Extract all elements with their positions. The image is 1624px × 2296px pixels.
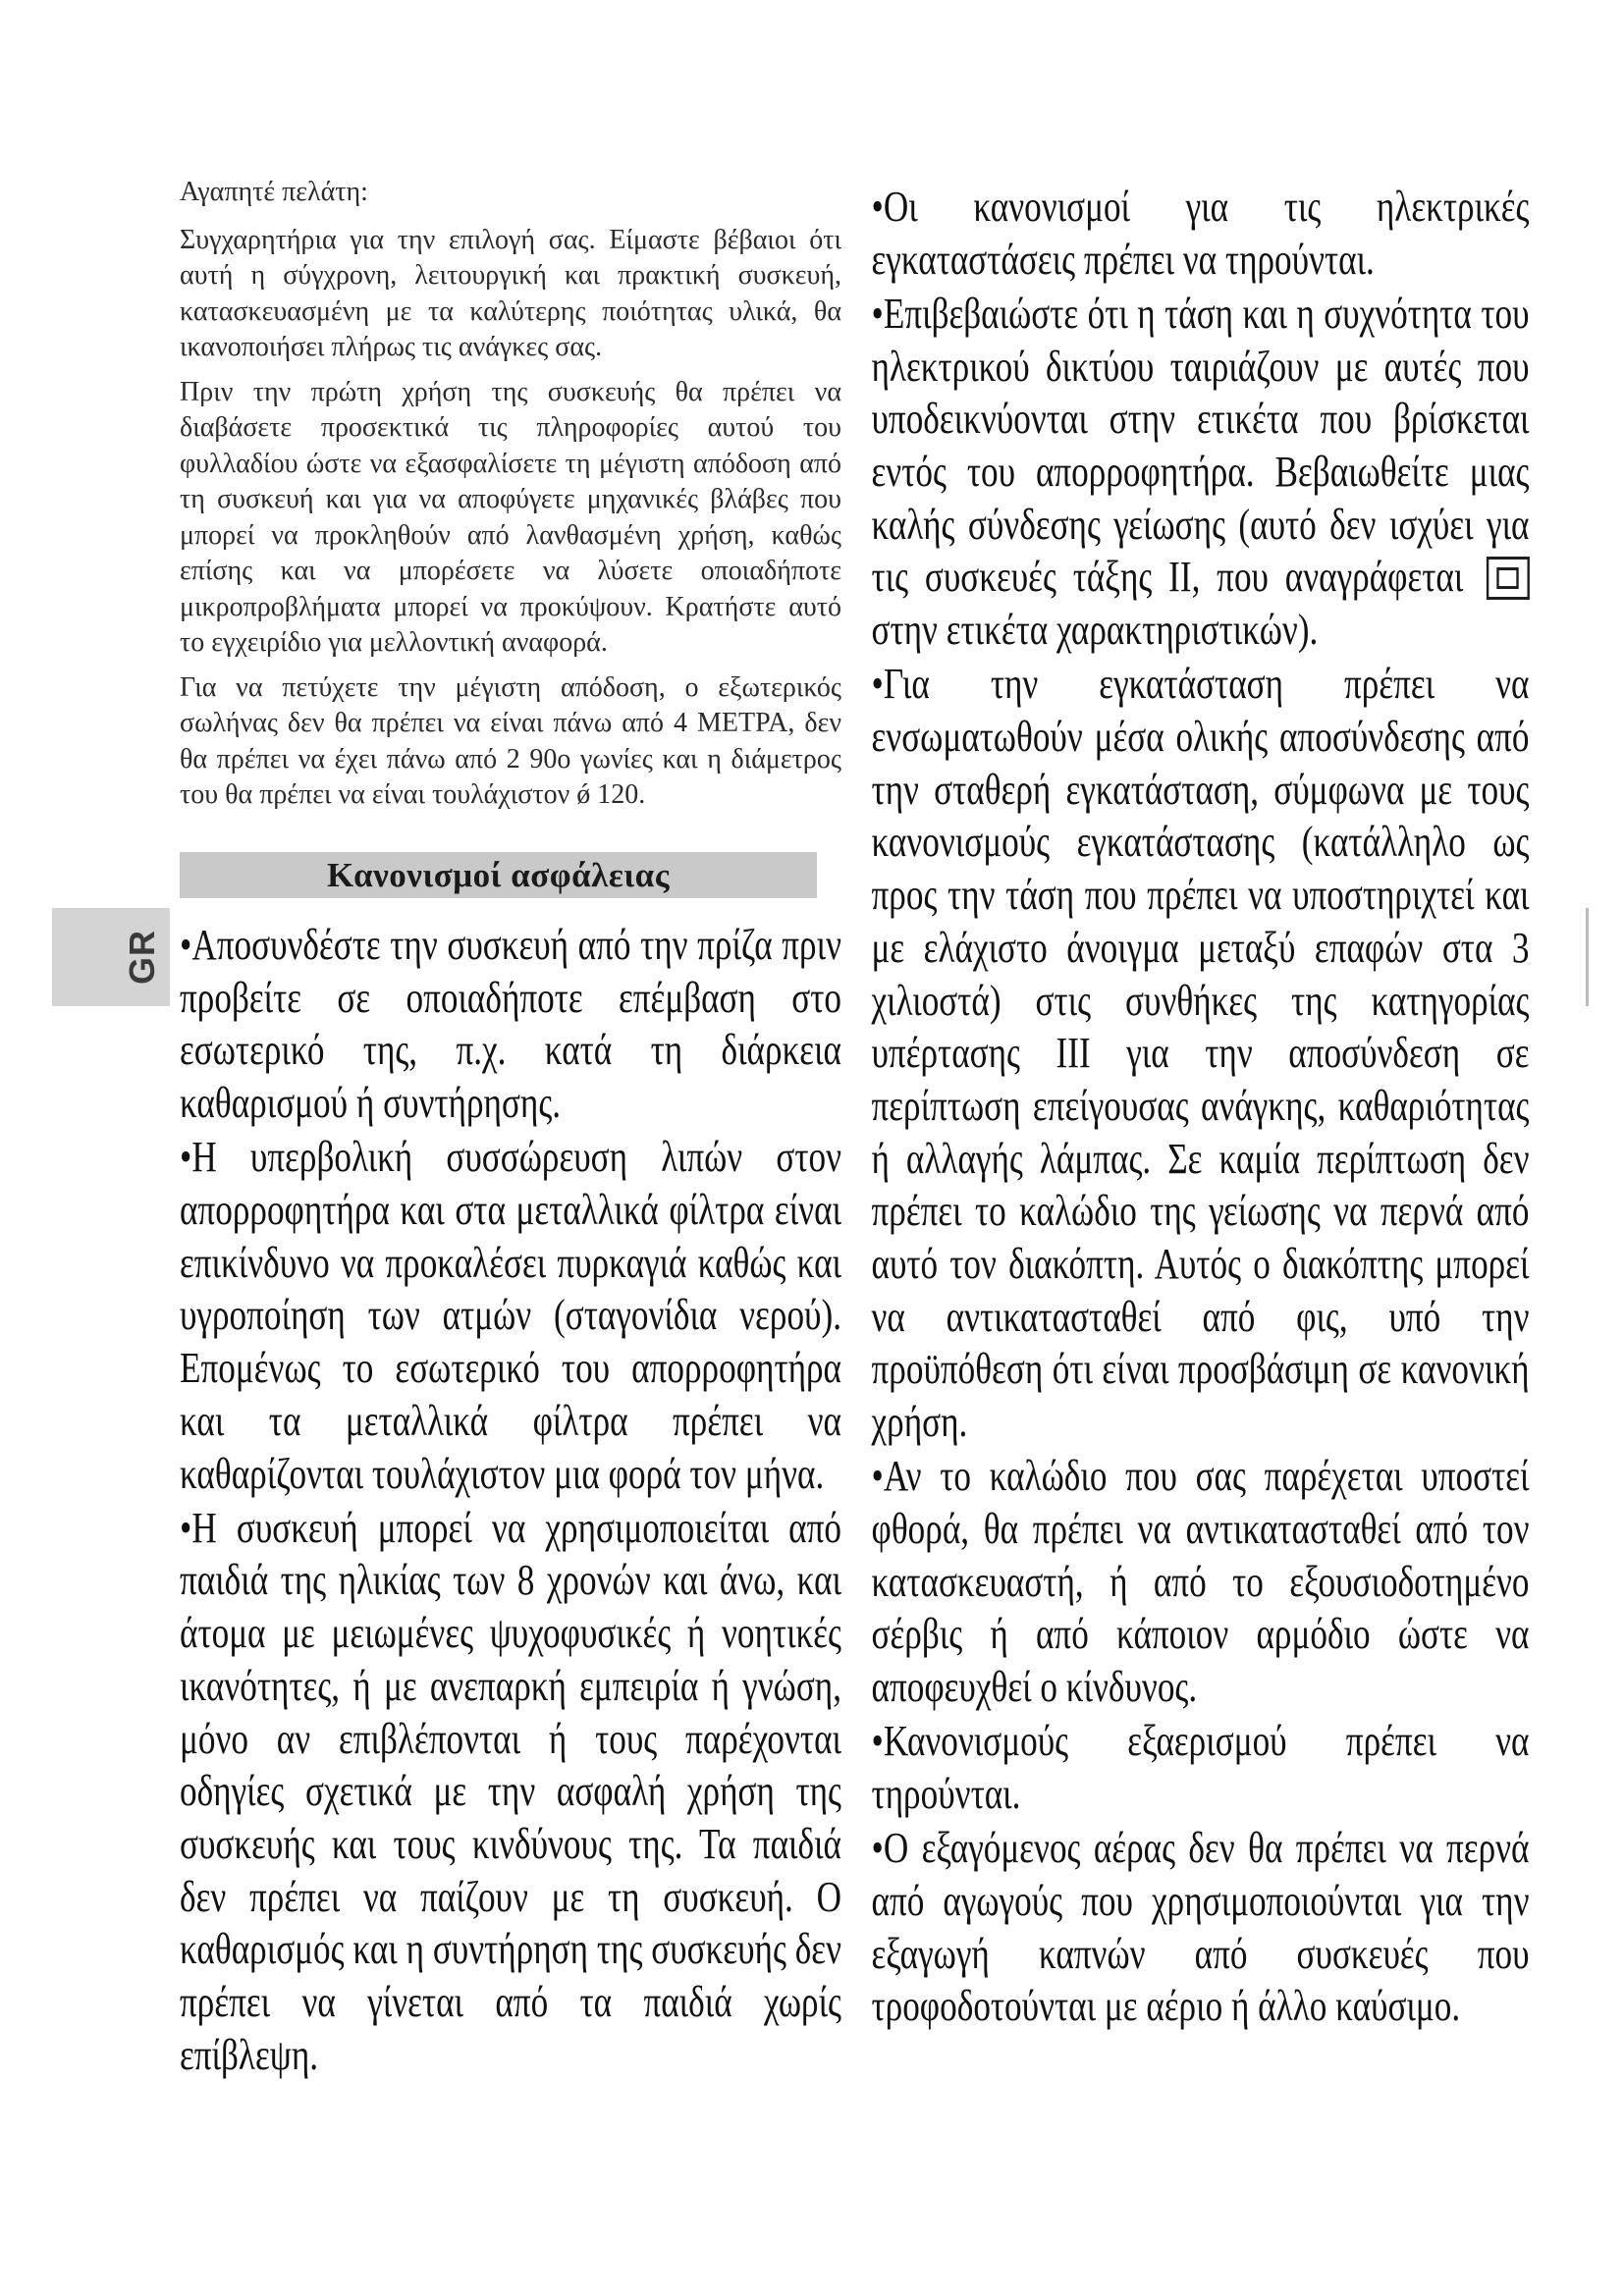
- safety-item-ventilation-regulations: •Κανονισμούς εξαερισμού πρέπει να τηρούνται.: [871, 1717, 1529, 1819]
- class-ii-icon-inner-square: [1496, 567, 1518, 589]
- class-ii-icon: [1486, 557, 1529, 600]
- safety-item-children-supervision: •Η συσκευή μπορεί να χρησιμοποιείται από παιδιά της ηλικίας των 8 χρονών και άνω, και άτομα με μειωμένες ψυχοφυσικές ή νοητικές ικανότητες, ή με ανεπαρκή εμπειρία ή γνώση, μόνο αν επιβλέπονται ή τους παρέχονται οδηγίες σχετικά με την ασφαλή χρήση της συσκευής και τους κινδύνους της. Τα παιδιά δεν πρέπει να παίζουν με τη συσκευή. Ο καθαρισμός και η συντήρηση της συσκευής δεν πρέπει να γίνεται από τα παιδιά χωρίς επίβλεψη.: [180, 1503, 841, 2079]
- safety-item-disconnection-switch: •Για την εγκατάσταση πρέπει να ενσωματωθούν μέσα ολικής αποσύνδεσης από την σταθερή εγκατάσταση, σύμφωνα με τους κανονισμούς εγκατάστασης (κατάλληλο ως προς την τάση που πρέπει να υποστηριχτεί και με ελάχιστο άνοιγμα μεταξύ επαφών στα 3 χιλιοστά) στις συνθήκες της κατηγορίας υπέρτασης III για την αποσύνδεση σε περίπτωση επείγουσας ανάγκης, καθαριότητας ή αλλαγής λάμπας. Σε καμία περίπτωση δεν πρέπει το καλώδιο της γείωσης να περνά από αυτό τον διακόπτη. Αυτός ο διακόπτης μπορεί να αντικατασταθεί από φις, υπό την προϋπόθεση ότι είναι προσβάσιμη σε κανονική χρήση.: [871, 660, 1529, 1447]
- intro-duct-requirements-paragraph: Για να πετύχετε την μέγιστη απόδοση, ο εξωτερικός σωλήνας δεν θα πρέπει να είναι πάνω από 4 ΜΕΤΡΑ, δεν θα πρέπει να έχει πάνω από 2 90ο γωνίες και η διάμετρος του θα πρέπει να είναι τουλάχιστον ǿ 120.: [180, 671, 841, 810]
- safety-heading: Κανονισμοί ασφάλειας: [327, 856, 670, 894]
- left-column: [180, 175, 841, 2083]
- intro-section: [180, 175, 841, 814]
- safety-item-voltage-earthing-text-end: στην ετικέτα χαρακτηριστικών).: [871, 606, 1318, 655]
- margin-line: [1586, 908, 1589, 1006]
- safety-heading-bar: [180, 852, 817, 898]
- safety-item-unplug-before-maintenance: •Αποσυνδέστε την συσκευή από την πρίζα πριν προβείτε σε οποιαδήποτε επέμβαση στο εσωτερικό της, π.χ. κατά τη διάρκεια καθαρισμού ή συντήρησης.: [180, 921, 841, 1128]
- safety-item-electrical-regulations: •Οι κανονισμοί για τις ηλεκτρικές εγκαταστάσεις πρέπει να τηρούνται.: [871, 183, 1529, 284]
- intro-congratulations-paragraph: Συγχαρητήρια για την επιλογή σας. Είμαστε βέβαιοι ότι αυτή η σύγχρονη, λειτουργική και πρακτική συσκευή, κατασκευασμένη με τα καλύτερης ποιότητας υλικά, θα ικανοποιήσει πλήρως τις ανάγκες σας.: [180, 224, 841, 362]
- safety-item-power-cable-replacement: •Αν το καλώδιο που σας παρέχεται υποστεί φθορά, θα πρέπει να αντικατασταθεί από τον κατασκευαστή, ή από το εξουσιοδοτημένο σέρβις ή από κάποιον αρμόδιο ώστε να αποφευχθεί ο κίνδυνος.: [871, 1452, 1529, 1712]
- language-tab-label: GR: [122, 930, 162, 985]
- safety-item-grease-fire-risk: •Η υπερβολική συσσώρευση λιπών στον απορροφητήρα και στα μεταλλικά φίλτρα είναι επικίνδυνο να προκαλέσει πυρκαγιά καθώς και υγροποίηση των ατμών (σταγονίδια νερού). Επομένως το εσωτερικό του απορροφητήρα και τα μεταλλικά φίλτρα πρέπει να καθαρίζονται τουλάχιστον μια φορά τον μήνα.: [180, 1133, 841, 1498]
- safety-item-voltage-earthing-text: •Επιβεβαιώστε ότι η τάση και η συχνότητα του ηλεκτρικού δικτύου ταιριάζουν με αυτές που υποδεικνύονται στην ετικέτα που βρίσκεται εντός του απορροφητήρα. Βεβαιωθείτε μιας καλής σύνδεσης γείωσης (αυτό δεν ισχύει για τις συσκευές τάξης II, που αναγράφεται: [871, 289, 1529, 602]
- greeting: Αγαπητέ πελάτη:: [180, 177, 368, 207]
- safety-list-right: [871, 181, 1529, 2035]
- safety-item-exhaust-air-ducts: •Ο εξαγόμενος αέρας δεν θα πρέπει να περνά από αγωγούς που χρησιμοποιούνται για την εξαγωγή καπνών από συσκευές που τροφοδοτούνται με αέριο ή άλλο καύσιμο.: [871, 1824, 1529, 2031]
- safety-list-left: [180, 919, 841, 2081]
- language-tab: [52, 908, 170, 1006]
- intro-read-instructions-paragraph: Πριν την πρώτη χρήση της συσκευής θα πρέπει να διαβάσετε προσεκτικά τις πληροφορίες αυτού του φυλλαδίου ώστε να εξασφαλίσετε τη μέγιστη απόδοση από τη συσκευή και για να αποφύγετε μηχανικές βλάβες που μπορεί να προκληθούν από λανθασμένη χρήση, καθώς επίσης και να μπορέσετε να λύσετε οποιαδήποτε μικροπροβλήματα μπορεί να προκύψουν. Κρατήστε αυτό το εγχειρίδιο για μελλοντική αναφορά.: [180, 376, 841, 658]
- safety-item-voltage-earthing: [871, 288, 1529, 657]
